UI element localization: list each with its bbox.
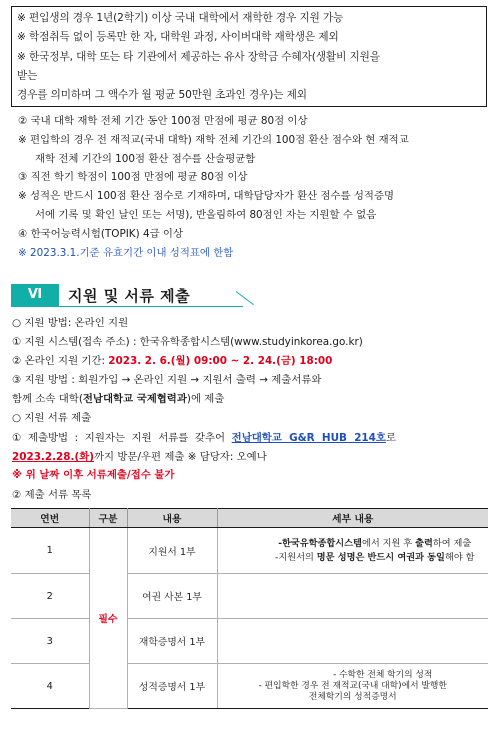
method-submit-suffix: )에 제출 <box>186 393 225 405</box>
method-period <box>12 352 332 367</box>
header-detail: 세부 내용 <box>217 509 488 528</box>
row-no: 4 <box>11 664 89 709</box>
table-row <box>11 528 488 574</box>
row-detail-line-1: - 수학한 전체 학기의 성적 <box>333 669 433 680</box>
submission-line-1-prefix: ① 제출방법 : 지원자는 지원 서류를 갖추어 <box>12 432 232 444</box>
section-title: 지원 및 서류 제출 <box>68 287 191 305</box>
criterion-2-note: ※ 편입학의 경우 전 재적교(국내 대학) 재학 전체 기간의 100점 환산 점수와 현 재적교 <box>18 134 409 146</box>
submission-line-2 <box>12 448 267 463</box>
document-table <box>11 508 488 709</box>
criterion-3-note-cont: 서에 기록 및 확인 날인 또는 서명), 반올림하여 80점인 자는 지원할 수 없음 <box>35 209 377 221</box>
row-detail <box>217 664 488 709</box>
submission-warning: ※ 위 날짜 이후 서류제출/접수 불가 <box>12 469 175 481</box>
table-header-row <box>11 509 488 528</box>
row-detail <box>217 528 488 574</box>
criterion-3-note: ※ 성적은 반드시 100점 환산 점수로 기재하며, 대학담당자가 환산 점수를 성적증명 <box>18 190 395 202</box>
header-category: 구분 <box>89 509 127 528</box>
notice-line-3: ※ 한국정부, 대학 또는 타 기관에서 제공하는 유사 장학금 수혜자(생활비 지원을 <box>17 51 380 63</box>
section-number: Ⅵ <box>11 284 59 306</box>
row-no: 1 <box>11 528 89 574</box>
row-detail-line-1: -한국유학종합시스템에서 지원 후 출력하여 제출 <box>278 537 472 549</box>
submission-place: 전남대학교 G&R HUB 214호 <box>231 432 386 444</box>
row-detail-line-2: - 편입학한 경우 전 재적교(국내 대학)에서 발행한 <box>258 680 447 691</box>
method-submit-dept: 전남대학교 국제협력과 <box>82 393 187 405</box>
submission-heading: ○ 지원 서류 제출 <box>12 412 92 424</box>
method-submit <box>12 390 224 405</box>
method-procedure: ③ 지원 방법 : 회원가입 → 온라인 지원 → 지원서 출력 → 제출서류와 <box>12 374 322 386</box>
section-underline <box>11 306 243 307</box>
table-row <box>11 574 488 619</box>
row-content: 지원서 1부 <box>127 528 217 574</box>
submission-line-2-suffix: 까지 방문/우편 제출 ※ 담당자: 오예나 <box>94 451 267 463</box>
row-detail-line-2: -지원서의 명문 성명은 반드시 여권과 동일해야 함 <box>275 551 475 563</box>
header-no: 연번 <box>11 509 89 528</box>
criterion-4-note: ※ 2023.3.1.기준 유효기간 이내 성적표에 한함 <box>18 247 234 259</box>
criterion-3: ③ 직전 학기 학점이 100점 만점에 평균 80점 이상 <box>18 171 248 183</box>
row-category: 필수 <box>89 528 127 709</box>
row-content: 재학증명서 1부 <box>127 619 217 664</box>
header-content: 내용 <box>127 509 217 528</box>
section-underline-slash <box>236 291 254 305</box>
table-row <box>11 619 488 664</box>
method-period-value: 2023. 2. 6.(월) 09:00 ~ 2. 24.(금) 18:00 <box>108 355 333 367</box>
row-no: 3 <box>11 619 89 664</box>
row-detail <box>217 619 488 664</box>
submission-line-1 <box>12 429 396 444</box>
row-no: 2 <box>11 574 89 619</box>
row-detail <box>217 574 488 619</box>
criterion-2: ② 국내 대학 재학 전체 기간 동안 100점 만점에 평균 80점 이상 <box>18 115 308 127</box>
method-heading: ○ 지원 방법: 온라인 지원 <box>12 317 129 329</box>
row-content: 성적증명서 1부 <box>127 664 217 709</box>
row-content: 여권 사본 1부 <box>127 574 217 619</box>
notice-box <box>11 6 487 107</box>
notice-line-1: ※ 편입생의 경우 1년(2학기) 이상 국내 대학에서 재학한 경우 지원 가능 <box>17 12 344 24</box>
criterion-2-note-cont: 재학 전체 기간의 100점 환산 점수를 산술평균함 <box>35 153 256 165</box>
table-row <box>11 664 488 709</box>
notice-line-4: 받는 <box>17 70 38 82</box>
method-system: ① 지원 시스템(접속 주소) : 한국유학종합시스템(www.studyinkorea.go.kr) <box>12 336 363 348</box>
document-list-heading: ② 제출 서류 목록 <box>12 489 92 501</box>
submission-deadline: 2023.2.28.(화) <box>12 451 94 463</box>
submission-line-1-suffix: 로 <box>385 432 396 444</box>
row-detail-line-3: 전체학기의 성적증명서 <box>308 691 397 702</box>
method-submit-prefix: 함께 소속 대학( <box>12 393 83 405</box>
criterion-4: ④ 한국어능력시험(TOPIK) 4급 이상 <box>18 228 183 240</box>
notice-line-5: 경우를 의미하며 그 액수가 월 평균 50만원 초과인 경우)는 제외 <box>17 89 307 101</box>
method-period-label: ② 온라인 지원 기간: <box>12 355 109 367</box>
notice-line-2: ※ 학점취득 없이 등록만 한 자, 대학원 과정, 사이버대학 재학생은 제외 <box>17 31 339 43</box>
